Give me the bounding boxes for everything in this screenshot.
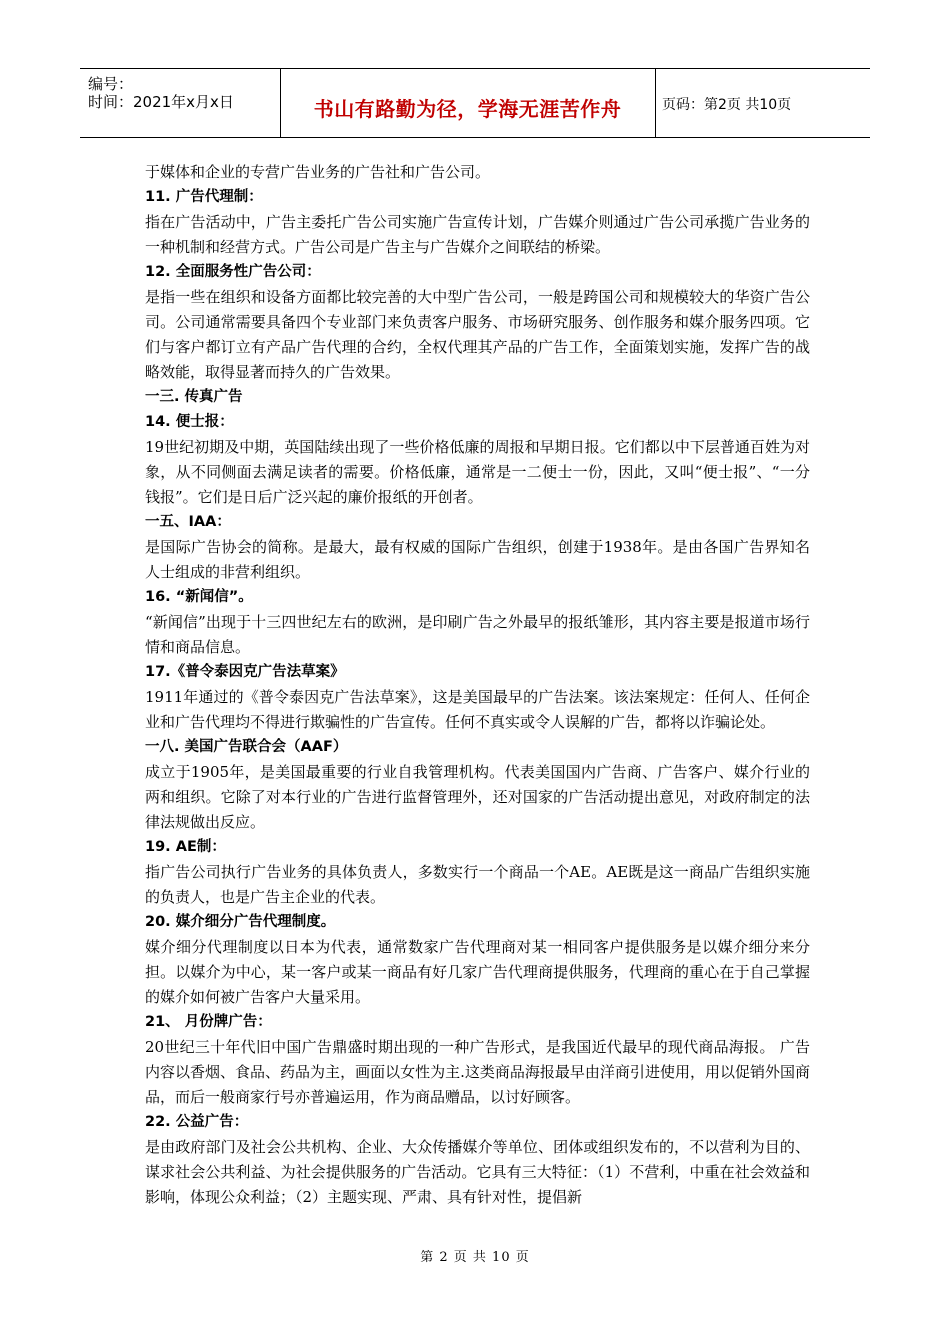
header-page-cell (656, 69, 870, 137)
section-heading: 一三. 传真广告 (145, 389, 243, 405)
section-heading: 一五、IAA： (145, 514, 231, 530)
page-header (80, 68, 870, 138)
page-footer: 第 2 页 共 10 页 (420, 1250, 530, 1265)
section-heading: 14. 便士报： (145, 414, 234, 430)
paragraph: 是指一些在组织和设备方面都比较完善的大中型广告公司，一般是跨国公司和规模较大的华资广告公司。公司通常需要具备四个专业部门来负责客户服务、市场研究服务、创作服务和媒介服务四项。它们与客户都订立有产品广告代理的合约，全权代理其产品的广告工作，全面策划实施，发挥广告的战略效能，取得显著而持久的广告效果。 (145, 288, 810, 381)
paragraph: “新闻信”出现于十三四世纪左右的欧洲，是印刷广告之外最早的报纸雏形，其内容主要是报道市场行情和商品信息。 (145, 613, 810, 656)
section-heading: 一八. 美国广告联合会（AAF） (145, 739, 348, 755)
paragraph: 20世纪三十年代旧中国广告鼎盛时期出现的一种广告形式，是我国近代最早的现代商品海报。 广告内容以香烟、食品、药品为主，画面以女性为主.这类商品海报最早由洋商引进使用，用以促销外国商品，而后一般商家行号亦普遍运用，作为商品赠品，以讨好顾客。 (145, 1038, 810, 1106)
section-heading: 21、 月份牌广告： (145, 1014, 272, 1030)
section-heading: 16. “新闻信”。 (145, 589, 253, 605)
section-heading: 17.《普令泰因克广告法草案》 (145, 664, 345, 680)
paragraph: 指广告公司执行广告业务的具体负责人，多数实行一个商品一个AE。AE既是这一商品广告组织实施的负责人，也是广告主企业的代表。 (145, 863, 810, 906)
header-motto: 书山有路勤为径，学海无涯苦作舟 (313, 97, 622, 121)
doc-date: 时间：2021年x月x日 (88, 93, 234, 111)
paragraph: 于媒体和企业的专营广告业务的广告社和广告公司。 (145, 163, 491, 181)
header-meta-cell (80, 69, 281, 137)
section-heading: 20. 媒介细分广告代理制度。 (145, 914, 336, 930)
paragraph: 媒介细分代理制度以日本为代表，通常数家广告代理商对某一相同客户提供服务是以媒介细分来分担。以媒介为中心，某一客户或某一商品有好几家广告代理商提供服务，代理商的重心在于自己掌握的媒介如何被广告客户大量采用。 (145, 938, 810, 1006)
header-page-info: 页码：第2页 共10页 (662, 97, 792, 113)
paragraph: 成立于1905年，是美国最重要的行业自我管理机构。代表美国国内广告商、广告客户、媒介行业的两和组织。它除了对本行业的广告进行监督管理外，还对国家的广告活动提出意见，对政府制定的法律法规做出反应。 (145, 763, 810, 831)
section-heading: 19. AE制： (145, 839, 226, 855)
paragraph: 1911年通过的《普令泰因克广告法草案》，这是美国最早的广告法案。该法案规定：任何人、任何企业和广告代理均不得进行欺骗性的广告宣传。任何不真实或令人误解的广告，都将以诈骗论处。 (145, 688, 810, 731)
document-body (145, 160, 810, 1210)
section-heading: 22. 公益广告： (145, 1114, 249, 1130)
section-heading: 12. 全面服务性广告公司： (145, 264, 321, 280)
paragraph: 指在广告活动中，广告主委托广告公司实施广告宣传计划，广告媒介则通过广告公司承揽广告业务的一种机制和经营方式。广告公司是广告主与广告媒介之间联结的桥梁。 (145, 213, 810, 256)
header-motto-cell (280, 69, 656, 137)
paragraph: 是由政府部门及社会公共机构、企业、大众传播媒介等单位、团体或组织发布的，不以营利为目的、谋求社会公共利益、为社会提供服务的广告活动。它具有三大特征：（1）不营利，中重在社会效益和影响，体现公众利益；（2）主题实现、严肃、具有针对性，提倡新 (145, 1138, 810, 1206)
paragraph: 19世纪初期及中期，英国陆续出现了一些价格低廉的周报和早期日报。它们都以中下层普通百姓为对象，从不同侧面去满足读者的需要。价格低廉，通常是一二便士一份，因此，又叫“便士报”、“一分钱报”。它们是日后广泛兴起的廉价报纸的开创者。 (145, 438, 810, 506)
paragraph: 是国际广告协会的简称。是最大，最有权威的国际广告组织，创建于1938年。是由各国广告界知名人士组成的非营利组织。 (145, 538, 810, 581)
section-heading: 11. 广告代理制： (145, 189, 263, 205)
doc-number: 编号： (88, 75, 134, 93)
